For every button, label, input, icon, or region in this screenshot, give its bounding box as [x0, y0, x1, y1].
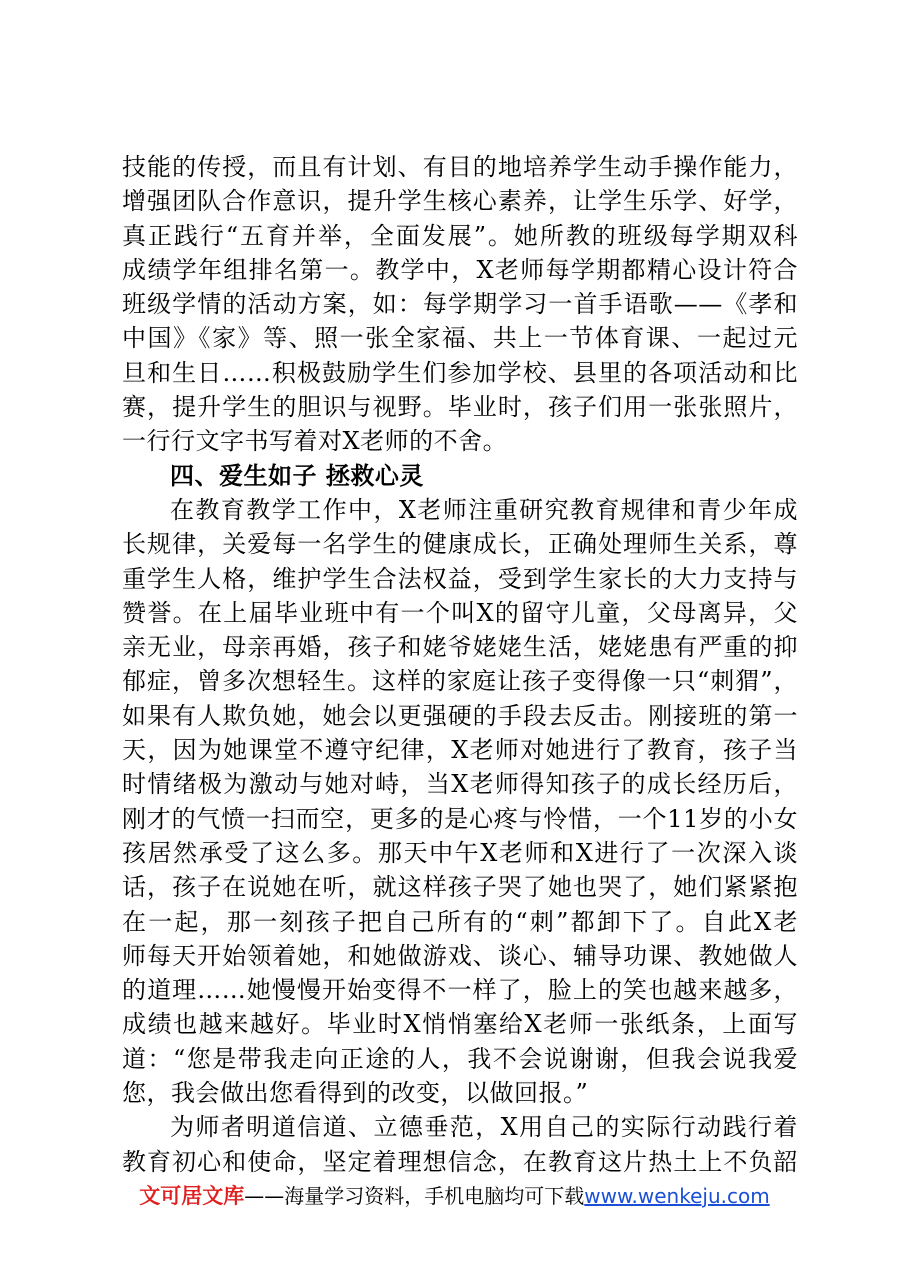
text-line: 教育初心和使命，坚定着理想信念，在教育这片热土上不负韶: [122, 1147, 798, 1176]
text-line: 班级学情的活动方案，如：每学期学习一首手语歌——《孝和: [122, 290, 798, 319]
section-heading: 四、爱生如子 拯救心灵: [170, 461, 424, 490]
text-line: 刚才的气愤一扫而空，更多的是心疼与怜惜，一个11岁的小女: [122, 804, 798, 833]
text-line: 增强团队合作意识，提升学生核心素养，让学生乐学、好学，: [122, 187, 798, 216]
text-line: 如果有人欺负她，她会以更强硬的手段去反击。刚接班的第一: [122, 701, 798, 730]
text-line: 技能的传授，而且有计划、有目的地培养学生动手操作能力，: [122, 153, 798, 181]
text-line: 长规律，关爱每一名学生的健康成长，正确处理师生关系，尊: [122, 530, 798, 559]
text-line: 重学生人格，维护学生合法权益，受到学生家长的大力支持与: [122, 564, 798, 593]
text-line: 旦和生日……积极鼓励学生们参加学校、县里的各项活动和比: [122, 358, 798, 387]
text-line: 赛，提升学生的胆识与视野。毕业时，孩子们用一张张照片，: [122, 393, 798, 422]
text-line: 真正践行“五育并举，全面发展”。她所教的班级每学期双科: [122, 221, 798, 250]
text-line: 道：“您是带我走向正途的人，我不会说谢谢，但我会说我爱: [122, 1044, 798, 1073]
text-line: 一行行文字书写着对X老师的不舍。: [122, 427, 508, 456]
text-line: 天，因为她课堂不遵守纪律，X老师对她进行了教育，孩子当: [122, 736, 798, 765]
text-line: 在教育教学工作中，X老师注重研究教育规律和青少年成: [170, 495, 798, 524]
page-footer: [0, 1182, 909, 1210]
text-line: 您，我会做出您看得到的改变，以做回报。”: [122, 1079, 589, 1108]
text-line: 成绩学年组排名第一。教学中，X老师每学期都精心设计符合: [122, 255, 798, 284]
text-line: 孩居然承受了这么多。那天中午X老师和X进行了一次深入谈: [122, 838, 798, 867]
text-line: 为师者明道信道、立德垂范，X用自己的实际行动践行着: [170, 1113, 798, 1142]
text-line: 赞誉。在上届毕业班中有一个叫X的留守儿童，父母离异，父: [122, 598, 798, 627]
text-line: 话，孩子在说她在听，就这样孩子哭了她也哭了，她们紧紧抱: [122, 873, 798, 902]
text-line: 时情绪极为激动与她对峙，当X老师得知孩子的成长经历后，: [122, 770, 798, 799]
text-line: 中国》《家》等、照一张全家福、共上一节体育课、一起过元: [122, 324, 798, 353]
document-body: [122, 150, 798, 1179]
footer-slogan: ——海量学习资料，手机电脑均可下载: [244, 1184, 585, 1208]
text-line: 亲无业，母亲再婚，孩子和姥爷姥姥生活，姥姥患有严重的抑: [122, 633, 798, 662]
text-line: 成绩也越来越好。毕业时X悄悄塞给X老师一张纸条，上面写: [122, 1010, 798, 1039]
text-line: 的道理……她慢慢开始变得不一样了，脸上的笑也越来越多，: [122, 976, 798, 1005]
footer-brand: 文可居文库: [139, 1184, 245, 1208]
text-line: 师每天开始领着她，和她做游戏、谈心、辅导功课、教她做人: [122, 941, 798, 970]
text-line: 郁症，曾多次想轻生。这样的家庭让孩子变得像一只“刺猬”，: [122, 667, 798, 696]
footer-url-link[interactable]: www.wenkeju.com: [584, 1184, 770, 1208]
text-line: 在一起，那一刻孩子把自己所有的“刺”都卸下了。自此X老: [122, 907, 798, 936]
